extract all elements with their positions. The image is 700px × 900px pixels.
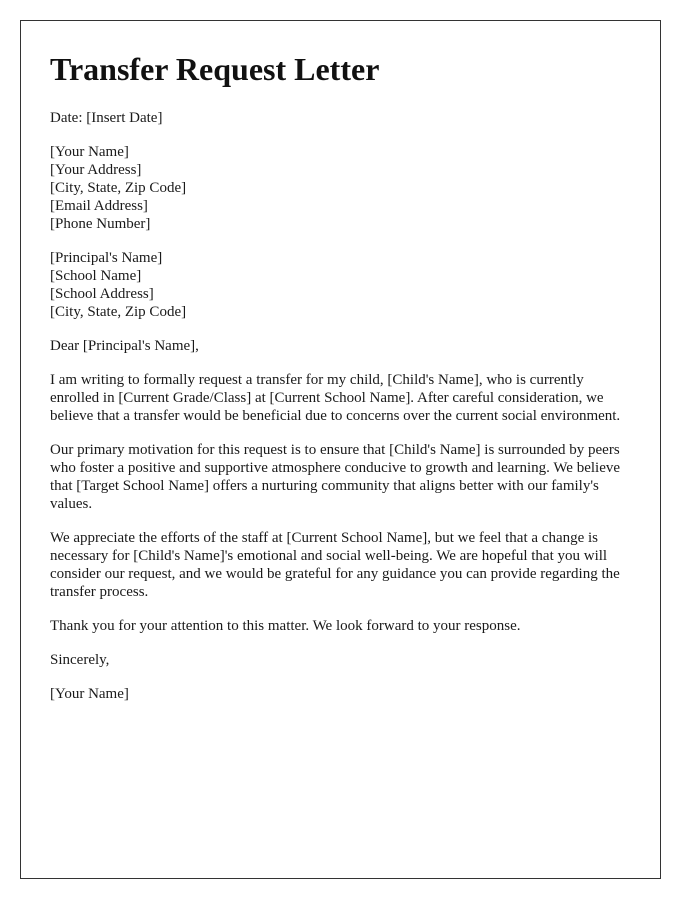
sender-block	[50, 143, 631, 233]
recipient-city-state-zip: [City, State, Zip Code]	[50, 304, 187, 320]
recipient-school: [School Name]	[50, 268, 142, 284]
signature: [Your Name]	[50, 686, 129, 702]
date-line: Date: [Insert Date]	[50, 110, 163, 126]
body-paragraph-3: We appreciate the efforts of the staff at [Current School Name], but we feel that a change is necessary for [Child's Name]'s emotional and social well-being. We are hopeful that you will consider our request, and we would be grateful for any guidance you can provide regarding the transfer process.	[50, 530, 620, 600]
recipient-block	[50, 249, 631, 321]
closing: Sincerely,	[50, 652, 110, 668]
sender-email: [Email Address]	[50, 198, 148, 214]
salutation: Dear [Principal's Name],	[50, 338, 199, 354]
recipient-name: [Principal's Name]	[50, 250, 163, 266]
sender-address: [Your Address]	[50, 162, 142, 178]
sender-phone: [Phone Number]	[50, 216, 151, 232]
letter-title: Transfer Request Letter	[50, 51, 380, 87]
recipient-address: [School Address]	[50, 286, 154, 302]
body-paragraph-4: Thank you for your attention to this matter. We look forward to your response.	[50, 618, 521, 634]
body-paragraph-1: I am writing to formally request a transfer for my child, [Child's Name], who is currently enrolled in [Current Grade/Class] at [Current School Name]. After careful consideration, we believe that a transfer would be beneficial due to concerns over the current social environment.	[50, 372, 621, 424]
letter-page	[20, 20, 661, 879]
sender-city-state-zip: [City, State, Zip Code]	[50, 180, 187, 196]
sender-name: [Your Name]	[50, 144, 129, 160]
body-paragraph-2: Our primary motivation for this request is to ensure that [Child's Name] is surrounded by peers who foster a positive and supportive atmosphere conducive to growth and learning. We believe that [Target School Name] offers a nurturing community that aligns better with our family's values.	[50, 442, 621, 512]
